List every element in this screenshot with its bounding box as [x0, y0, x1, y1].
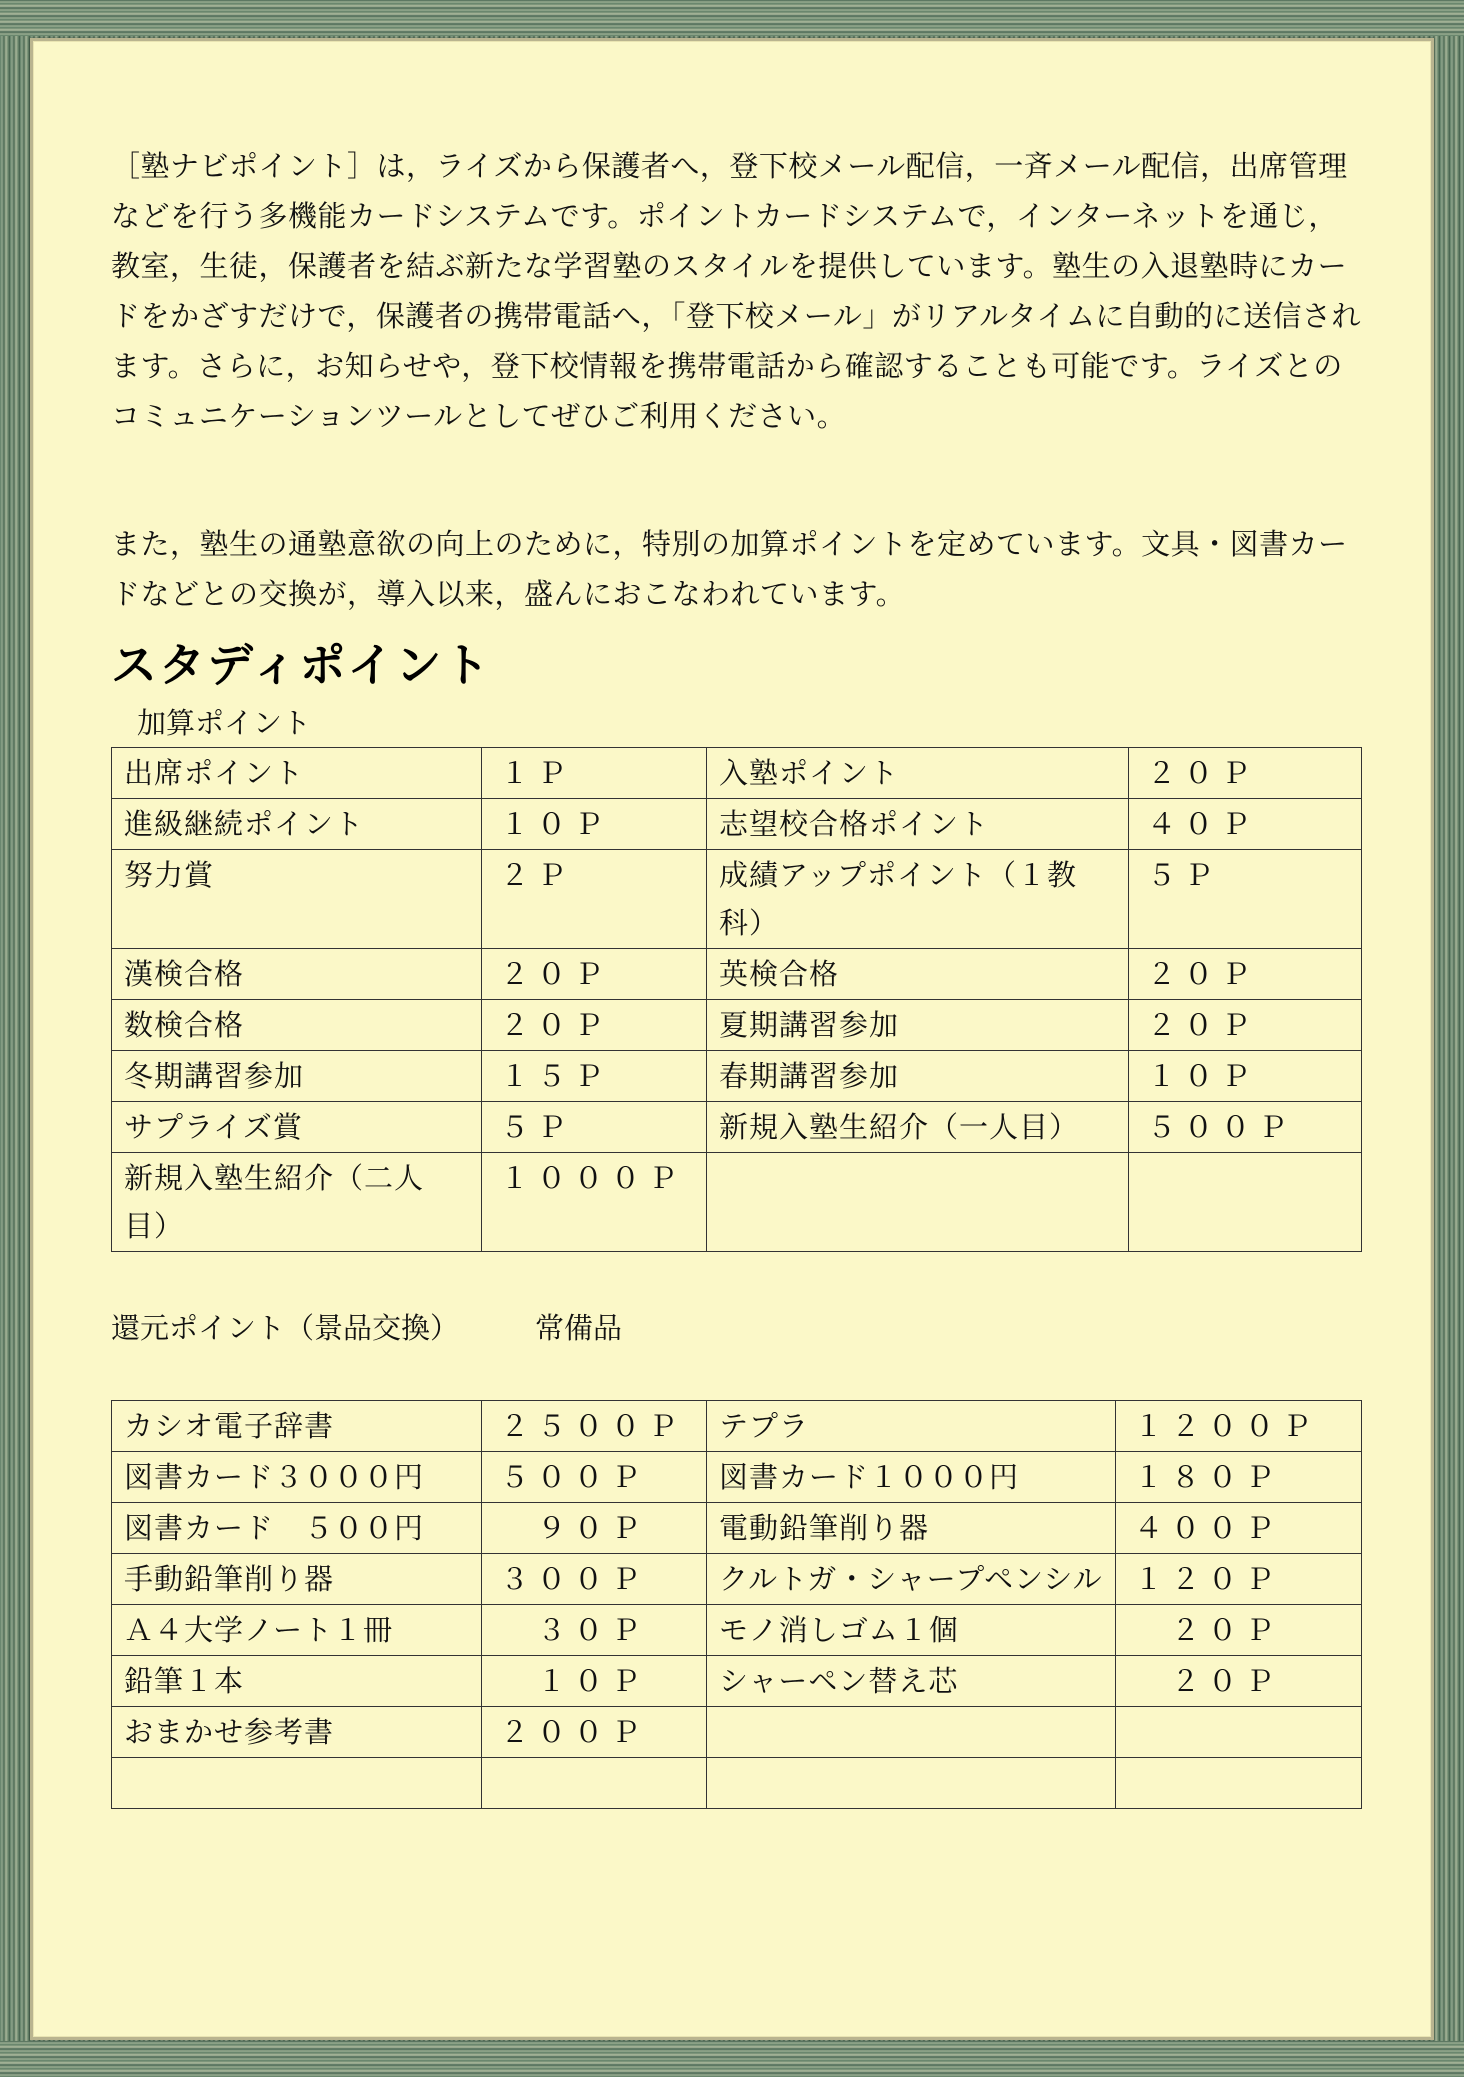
return-points-row	[112, 1707, 1362, 1758]
add-points-row	[112, 1000, 1362, 1051]
item-name-cell	[707, 1707, 1116, 1758]
points-cell: ３０Ｐ	[482, 1605, 707, 1656]
document-page	[30, 38, 1434, 2040]
item-name-cell: クルトガ・シャープペンシル	[707, 1554, 1116, 1605]
frame-bottom	[0, 2041, 1464, 2077]
item-name-cell: モノ消しゴム１個	[707, 1605, 1116, 1656]
item-name-cell: サプライズ賞	[112, 1102, 482, 1153]
add-points-table	[111, 747, 1362, 1252]
add-points-row	[112, 748, 1362, 799]
points-cell: ２Ｐ	[482, 850, 707, 949]
item-name-cell: Ａ４大学ノート１冊	[112, 1605, 482, 1656]
item-name-cell: 新規入塾生紹介（一人目）	[707, 1102, 1129, 1153]
points-cell: ５Ｐ	[482, 1102, 707, 1153]
return-points-row	[112, 1656, 1362, 1707]
points-cell: ２０Ｐ	[1129, 748, 1362, 799]
return-points-row	[112, 1605, 1362, 1656]
points-cell: １２００Ｐ	[1116, 1401, 1362, 1452]
return-points-row	[112, 1758, 1362, 1809]
stock-items-label: 常備品	[535, 1311, 623, 1345]
item-name-cell: 入塾ポイント	[707, 748, 1129, 799]
add-points-row	[112, 1153, 1362, 1252]
points-cell: ２０Ｐ	[1116, 1605, 1362, 1656]
intro-paragraph: ［塾ナビポイント］は，ライズから保護者へ，登下校メール配信，一斉メール配信，出席管理などを行う多機能カードシステムです。ポイントカードシステムで，インターネットを通じ，教室，生徒，保護者を結ぶ新たな学習塾のスタイルを提供しています。塾生の入退塾時にカードをかざすだけで，保護者の携帯電話へ，「登下校メール」がリアルタイムに自動的に送信されます。さらに，お知らせや，登下校情報を携帯電話から確認することも可能です。ライズとのコミュニケーションツールとしてぜひご利用ください。	[111, 149, 1361, 433]
add-points-row	[112, 1102, 1362, 1153]
item-name-cell	[707, 1758, 1116, 1809]
add-points-label: 加算ポイント	[137, 706, 312, 740]
points-cell: １２０Ｐ	[1116, 1554, 1362, 1605]
document-content	[111, 141, 1361, 1809]
points-cell: ３００Ｐ	[482, 1554, 707, 1605]
points-cell: ２０Ｐ	[482, 1000, 707, 1051]
item-name-cell: 鉛筆１本	[112, 1656, 482, 1707]
return-points-row	[112, 1401, 1362, 1452]
item-name-cell: 手動鉛筆削り器	[112, 1554, 482, 1605]
return-points-table	[111, 1400, 1362, 1809]
points-cell	[482, 1758, 707, 1809]
item-name-cell	[112, 1758, 482, 1809]
item-name-cell: 数検合格	[112, 1000, 482, 1051]
points-cell	[1116, 1758, 1362, 1809]
add-points-row	[112, 949, 1362, 1000]
item-name-cell: カシオ電子辞書	[112, 1401, 482, 1452]
add-points-row	[112, 799, 1362, 850]
item-name-cell: 英検合格	[707, 949, 1129, 1000]
return-points-label: 還元ポイント（景品交換）	[111, 1311, 460, 1345]
item-name-cell: 春期講習参加	[707, 1051, 1129, 1102]
points-cell: ２０Ｐ	[1129, 1000, 1362, 1051]
incentive-paragraph: また，塾生の通塾意欲の向上のために，特別の加算ポイントを定めています。文具・図書カードなどとの交換が，導入以来，盛んにおこなわれています。	[111, 527, 1348, 611]
points-cell: ９０Ｐ	[482, 1503, 707, 1554]
points-cell: ２０Ｐ	[1116, 1656, 1362, 1707]
return-points-row	[112, 1503, 1362, 1554]
points-cell: ２５００Ｐ	[482, 1401, 707, 1452]
points-cell: ４００Ｐ	[1116, 1503, 1362, 1554]
points-cell: １Ｐ	[482, 748, 707, 799]
points-cell: １５Ｐ	[482, 1051, 707, 1102]
item-name-cell: 新規入塾生紹介（二人目）	[112, 1153, 482, 1252]
item-name-cell: 冬期講習参加	[112, 1051, 482, 1102]
item-name-cell: おまかせ参考書	[112, 1707, 482, 1758]
points-cell: ５Ｐ	[1129, 850, 1362, 949]
points-cell: ２０Ｐ	[482, 949, 707, 1000]
item-name-cell: 努力賞	[112, 850, 482, 949]
add-points-row	[112, 850, 1362, 949]
frame-top	[0, 0, 1464, 36]
item-name-cell: 漢検合格	[112, 949, 482, 1000]
item-name-cell: 図書カード３０００円	[112, 1452, 482, 1503]
points-cell: ５００Ｐ	[1129, 1102, 1362, 1153]
page-heading: スタディポイント	[111, 638, 492, 692]
points-cell	[1129, 1153, 1362, 1252]
item-name-cell: 夏期講習参加	[707, 1000, 1129, 1051]
add-points-row	[112, 1051, 1362, 1102]
item-name-cell: テプラ	[707, 1401, 1116, 1452]
item-name-cell: 出席ポイント	[112, 748, 482, 799]
points-cell: ２０Ｐ	[1129, 949, 1362, 1000]
return-points-row	[112, 1452, 1362, 1503]
points-cell: １０Ｐ	[482, 799, 707, 850]
points-cell: １０００Ｐ	[482, 1153, 707, 1252]
item-name-cell: 志望校合格ポイント	[707, 799, 1129, 850]
points-cell: ２００Ｐ	[482, 1707, 707, 1758]
item-name-cell	[707, 1153, 1129, 1252]
return-points-row	[112, 1554, 1362, 1605]
item-name-cell: 図書カード ５００円	[112, 1503, 482, 1554]
points-cell: １０Ｐ	[482, 1656, 707, 1707]
points-cell	[1116, 1707, 1362, 1758]
item-name-cell: シャーペン替え芯	[707, 1656, 1116, 1707]
return-points-heading	[111, 1304, 1361, 1352]
points-cell: １８０Ｐ	[1116, 1452, 1362, 1503]
item-name-cell: 進級継続ポイント	[112, 799, 482, 850]
item-name-cell: 図書カード１０００円	[707, 1452, 1116, 1503]
item-name-cell: 成績アップポイント（１教科）	[707, 850, 1129, 949]
points-cell: ４０Ｐ	[1129, 799, 1362, 850]
item-name-cell: 電動鉛筆削り器	[707, 1503, 1116, 1554]
points-cell: １０Ｐ	[1129, 1051, 1362, 1102]
points-cell: ５００Ｐ	[482, 1452, 707, 1503]
